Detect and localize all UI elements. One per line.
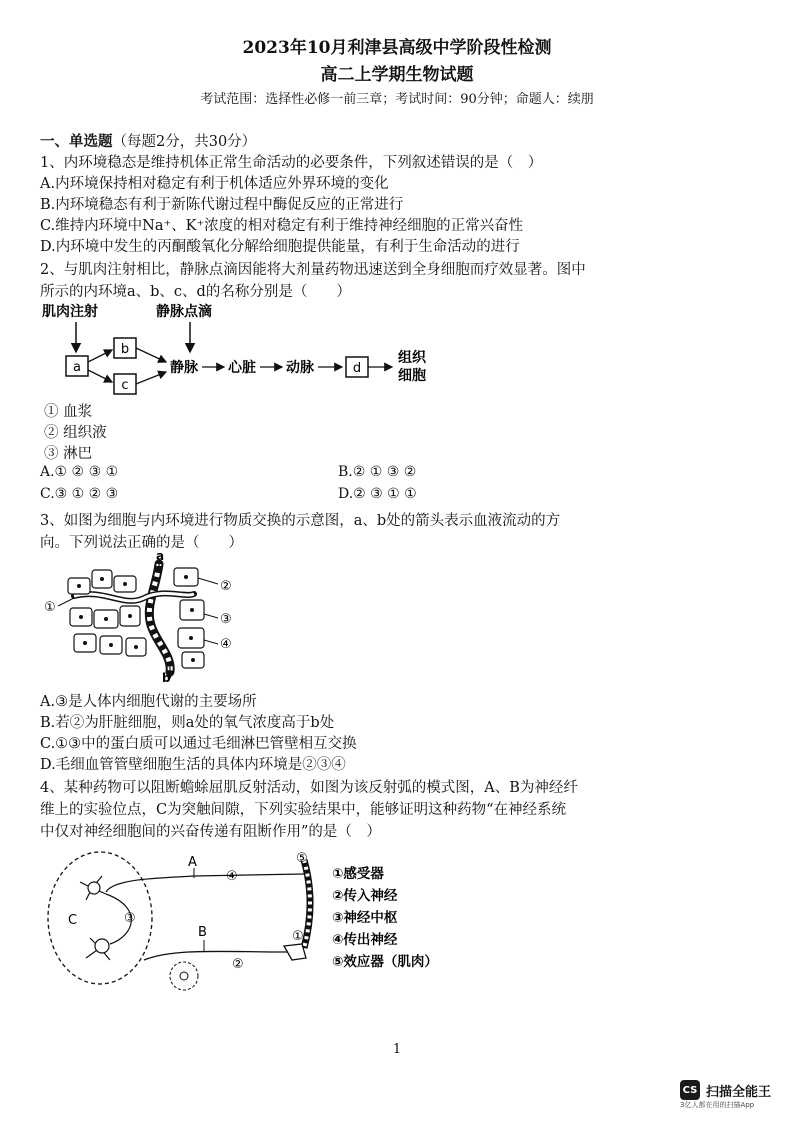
- scanner-app-name: 扫描全能王: [706, 1084, 772, 1100]
- q4-legend-5: ⑤效应器（肌肉）: [332, 954, 438, 970]
- exam-subtitle: 高二上学期生物试题: [320, 65, 474, 85]
- q4-label-B: B: [198, 925, 207, 940]
- q3-label-2: ②: [220, 579, 232, 594]
- q2-box-c-label: c: [121, 378, 129, 393]
- q2-box-a-label: a: [73, 360, 81, 375]
- q4-label-4: ④: [226, 869, 238, 884]
- q4-label-A: A: [188, 855, 197, 870]
- q3-label-1: ①: [44, 600, 56, 615]
- q4-label-5: ⑤: [296, 851, 308, 866]
- q2-option-b: B.② ① ③ ②: [338, 464, 417, 480]
- q2-label-artery: 动脉: [286, 360, 314, 376]
- q4-reflex-arc-diagram: [44, 848, 474, 1008]
- q4-stem-line1: 4、某种药物可以阻断蟾蜍屈肌反射活动，如图为该反射弧的模式图，A、B为神经纤: [40, 780, 578, 796]
- q4-neurons: [80, 876, 194, 960]
- q2-legend-2: ② 组织液: [44, 425, 107, 441]
- q4-receptor: [284, 944, 306, 960]
- q4-label-1: ①: [292, 929, 304, 944]
- q2-option-a: A.① ② ③ ①: [40, 464, 119, 480]
- q4-stem-line2: 维上的实验位点，C为突触间隙，下列实验结果中，能够证明这种药物“在神经系统: [40, 802, 567, 818]
- q4-legend-1: ①感受器: [332, 866, 384, 882]
- q2-legend-3: ③ 淋巴: [44, 446, 93, 462]
- exam-title: 2023年10月利津县高级中学阶段性检测: [242, 38, 552, 58]
- q3-exchange-diagram: [44, 548, 254, 684]
- q4-label-3: ③: [124, 911, 136, 926]
- q1-option-b: B.内环境稳态有利于新陈代谢过程中酶促反应的正常进行: [40, 197, 404, 213]
- q3-option-a: A.③是人体内细胞代谢的主要场所: [40, 694, 257, 710]
- q4-label-2: ②: [232, 957, 244, 972]
- q4-legend-4: ④传出神经: [332, 932, 398, 948]
- q4-legend-3: ③神经中枢: [332, 910, 398, 926]
- scanner-app-icon: CS: [680, 1080, 700, 1100]
- exam-info: 考试范围：选择性必修一前三章；考试时间：90分钟；命题人：续朋: [200, 92, 594, 107]
- q4-stem-line3: 中仅对神经细胞间的兴奋传递有阻断作用”的是（ ）: [40, 824, 381, 840]
- q4-legend-2: ②传入神经: [332, 888, 398, 904]
- q1-option-c: C.维持内环境中Na⁺、K⁺浓度的相对稳定有利于维持神经细胞的正常兴奋性: [40, 218, 524, 234]
- q3-stem-line2: 向。下列说法正确的是（ ）: [40, 535, 243, 551]
- q2-circulation-diagram: [40, 300, 460, 400]
- q1-option-d: D.内环境中发生的丙酮酸氧化分解给细胞提供能量，有利于生命活动的进行: [40, 239, 520, 255]
- q1-option-a: A.内环境保持相对稳定有利于机体适应外界环境的变化: [40, 176, 389, 192]
- section-heading: [40, 130, 256, 151]
- q2-label-tissue-1: 组织: [398, 350, 426, 366]
- q3-option-c: C.①③中的蛋白质可以通过毛细淋巴管壁相互交换: [40, 736, 357, 752]
- scanner-app-slogan: 3亿人都在用的扫描App: [680, 1101, 755, 1109]
- q3-label-3: ③: [220, 612, 232, 627]
- q2-label-vein: 静脉: [170, 360, 198, 376]
- q4-label-C: C: [68, 913, 78, 928]
- q2-option-c: C.③ ① ② ③: [40, 486, 119, 502]
- q3-label-a: a: [156, 549, 165, 563]
- q2-label-heart: 心脏: [228, 360, 256, 376]
- q3-tissue-cells: [68, 568, 204, 668]
- q3-label-4: ④: [220, 637, 232, 652]
- q4-efferent-nerve: [194, 874, 304, 876]
- q3-option-b: B.若②为肝脏细胞，则a处的氧气浓度高于b处: [40, 715, 335, 731]
- q4-afferent-nerve: [144, 951, 294, 960]
- q2-label-intramuscular: 肌肉注射: [42, 304, 98, 320]
- q2-legend-1: ① 血浆: [44, 404, 93, 420]
- q2-stem-line1: 2、与肌肉注射相比，静脉点滴因能将大剂量药物迅速送到全身细胞而疗效显著。图中: [40, 262, 586, 278]
- q2-stem-line2: 所示的内环境a、b、c、d的名称分别是（ ）: [40, 284, 351, 300]
- q1-stem: 1、内环境稳态是维持机体正常生命活动的必要条件，下列叙述错误的是（ ）: [40, 155, 543, 171]
- q2-label-intravenous: 静脉点滴: [156, 304, 212, 320]
- q3-option-d: D.毛细血管管壁细胞生活的具体内环境是②③④: [40, 757, 346, 773]
- q2-box-b-label: b: [120, 342, 130, 357]
- q2-label-tissue-2: 细胞: [398, 368, 426, 384]
- q2-option-d: D.② ③ ① ①: [338, 486, 417, 502]
- section-note: （每题2分，共30分）: [112, 134, 257, 150]
- section-title: 一、单选题: [40, 133, 113, 150]
- page-number: 1: [392, 1042, 402, 1057]
- scanner-logo: [680, 1080, 771, 1100]
- q2-box-d-label: d: [352, 361, 362, 376]
- q3-label-b: b: [162, 671, 171, 684]
- q3-capillary: [149, 564, 170, 672]
- scanner-watermark: [680, 1080, 771, 1110]
- q3-stem-line1: 3、如图为细胞与内环境进行物质交换的示意图，a、b处的箭头表示血液流动的方: [40, 513, 561, 529]
- q4-spinal-cord-outline: [48, 852, 152, 984]
